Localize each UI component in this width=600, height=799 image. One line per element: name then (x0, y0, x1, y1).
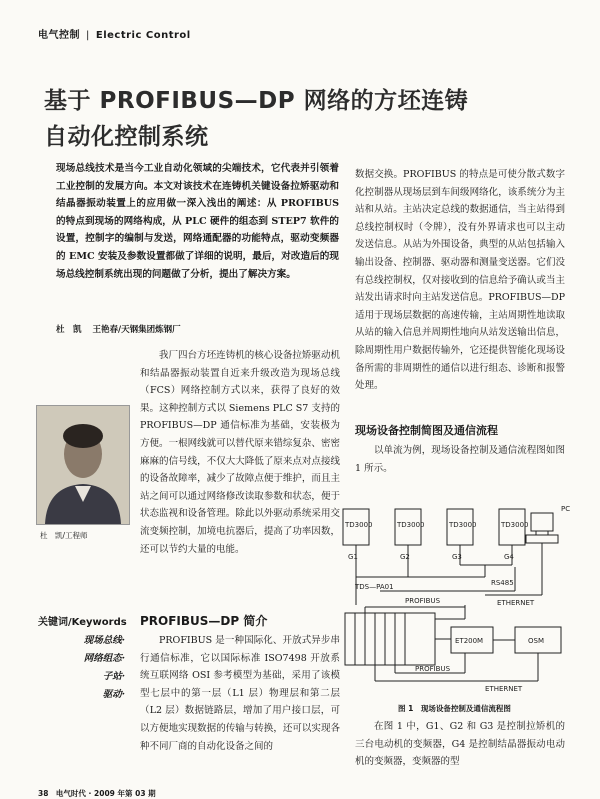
body-paragraph-1: 我厂四台方坯连铸机的核心设备拉矫驱动机和结晶器振动装置自近来升级改造为现场总线（FCS）网络控制方式以来，获得了良好的效果。这种控制方式以 Siemens PLC S7 支持的 PROFIBUS—DP 通信标准为基础，安装极为方便。一根网线就可以替代原来错综复杂、密密麻麻的信号线，不仅大大降低了原来点对点接线的设备故障率，减少了故障点便于维护，而且主站之间可以通过网络修改读取参数和状态，便于状态监视和设备管理。除此以外驱动系统采用交流变频控制，加境电抗器后，提高了功率因数，还可以节约大量的电能。 (140, 350, 340, 555)
inverter-label: TD3000 (449, 521, 477, 529)
pc-label: PC (561, 505, 571, 513)
profibus-label-bottom: PROFIBUS (415, 665, 451, 673)
inverter-label: TD3000 (345, 521, 373, 529)
author-photo (36, 405, 130, 525)
keywords-heading: 关键词/Keywords (38, 617, 127, 628)
author-label: 杜 凯 (56, 325, 82, 335)
section-heading-profibus: PROFIBUS—DP 简介 (140, 614, 268, 628)
inverter-label: TD3000 (397, 521, 425, 529)
keyword-item: 现场总线· (83, 635, 125, 646)
photo-caption: 杜 凯/工程师 (40, 531, 88, 540)
figure-caption: 图 1 现场设备控制及通信流程图 (398, 704, 511, 713)
author-line (56, 323, 181, 335)
osm-label: OSM (528, 637, 544, 645)
abstract: 现场总线技术是当今工业自动化领域的尖端技术，它代表并引领着工业控制的发展方向。本文对该技术在连铸机关键设备拉矫驱动和结晶器振动装置上的应用做一深入浅出的阐述：从 PROFIBUS 的特点到现场的网络构成，从 PLC 硬件的组态到 STEP7 软件的设置，控制字的编制与发送，网络通配器的功能特点，驱动变频器的 EMC 安装及参数设置都做了详细的说明，最后，对改造后的现场总线控制系统出现的问题做了分析，提出了解决方案。 (56, 163, 339, 280)
figure-control-diagram (335, 505, 585, 700)
section-header-cn: 电气控制 (38, 30, 80, 41)
pc-keyboard (526, 535, 558, 543)
motor-label: G2 (400, 553, 410, 561)
ethernet-label-bottom: ETHERNET (485, 685, 523, 693)
motor-label: G3 (452, 553, 462, 561)
motor-label: G1 (348, 553, 358, 561)
section-header (38, 26, 191, 41)
tds-label: TDS—PA01 (355, 583, 394, 591)
right-paragraph-3: 在图 1 中，G1、G2 和 G3 是控制拉矫机的三台电动机的变频器，G4 是控制结晶器振动电动机的变频器，变频器的型 (355, 721, 565, 768)
section-heading-control: 现场设备控制简图及通信流程 (355, 424, 498, 437)
pc-monitor (531, 513, 553, 531)
header-divider: | (86, 30, 90, 41)
author-info: 王艳春/天钢集团炼钢厂 (92, 325, 181, 335)
body-paragraph-2: PROFIBUS 是一种国际化、开放式异步串行通信标准，它以国际标准 ISO7498 开放系统互联网络 OSI 参考模型为基础，采用了该模型七层中的第一层（L1 层）物理层和第二层（L2 层）数据链路层，增加了用户接口层，可以方便地实现数据的传输与转换，还可以实现各种不同厂商的自动化设备之间的 (140, 635, 340, 752)
keyword-item: 子站· (102, 671, 125, 682)
title-line-1: 基于 PROFIBUS—DP 网络的方坯连铸 (44, 88, 469, 114)
et200m-label: ET200M (455, 637, 484, 645)
keyword-item: 网络组态· (83, 653, 125, 664)
plc-rack (345, 613, 435, 665)
ethernet-label-top: ETHERNET (497, 599, 535, 607)
motor-label: G4 (504, 553, 514, 561)
page-footer: 38 电气时代 · 2009 年第 03 期 (38, 789, 156, 798)
rs485-label: RS485 (491, 579, 514, 587)
section-header-en: Electric Control (95, 30, 191, 41)
right-paragraph-2: 以单流为例，现场设备控制及通信流程图如图 1 所示。 (355, 445, 565, 474)
right-paragraph-1: 数据交换。PROFIBUS 的特点是可使分散式数字化控制器从现场层到车间级网络化，该系统分为主站和从站。主站决定总线的数据通信，当主站得到总线控制权时（令牌），没有外界请求也可以主动发送信息。从站为外围设备，典型的从站包括输入输出设备、控制器、驱动器和测量变送器。它们没有总线控制权，仅对接收到的信息给予确认或当主站发出请求时向主站发送信息。PROFIBUS—DP 适用于现场层数据的高速传输，主站周期性地读取从站的输入信息并周期性地向从站发送输出信息，除周期性用户数据传输外，它还提供智能化现场设备所需的非周期性的通信以进行组态、诊断和报警处理。 (355, 169, 565, 392)
profibus-label-top: PROFIBUS (405, 597, 441, 605)
keyword-item: 驱动· (102, 689, 125, 700)
title-line-2: 自动化控制系统 (44, 124, 209, 150)
inverter-label: TD3000 (501, 521, 529, 529)
